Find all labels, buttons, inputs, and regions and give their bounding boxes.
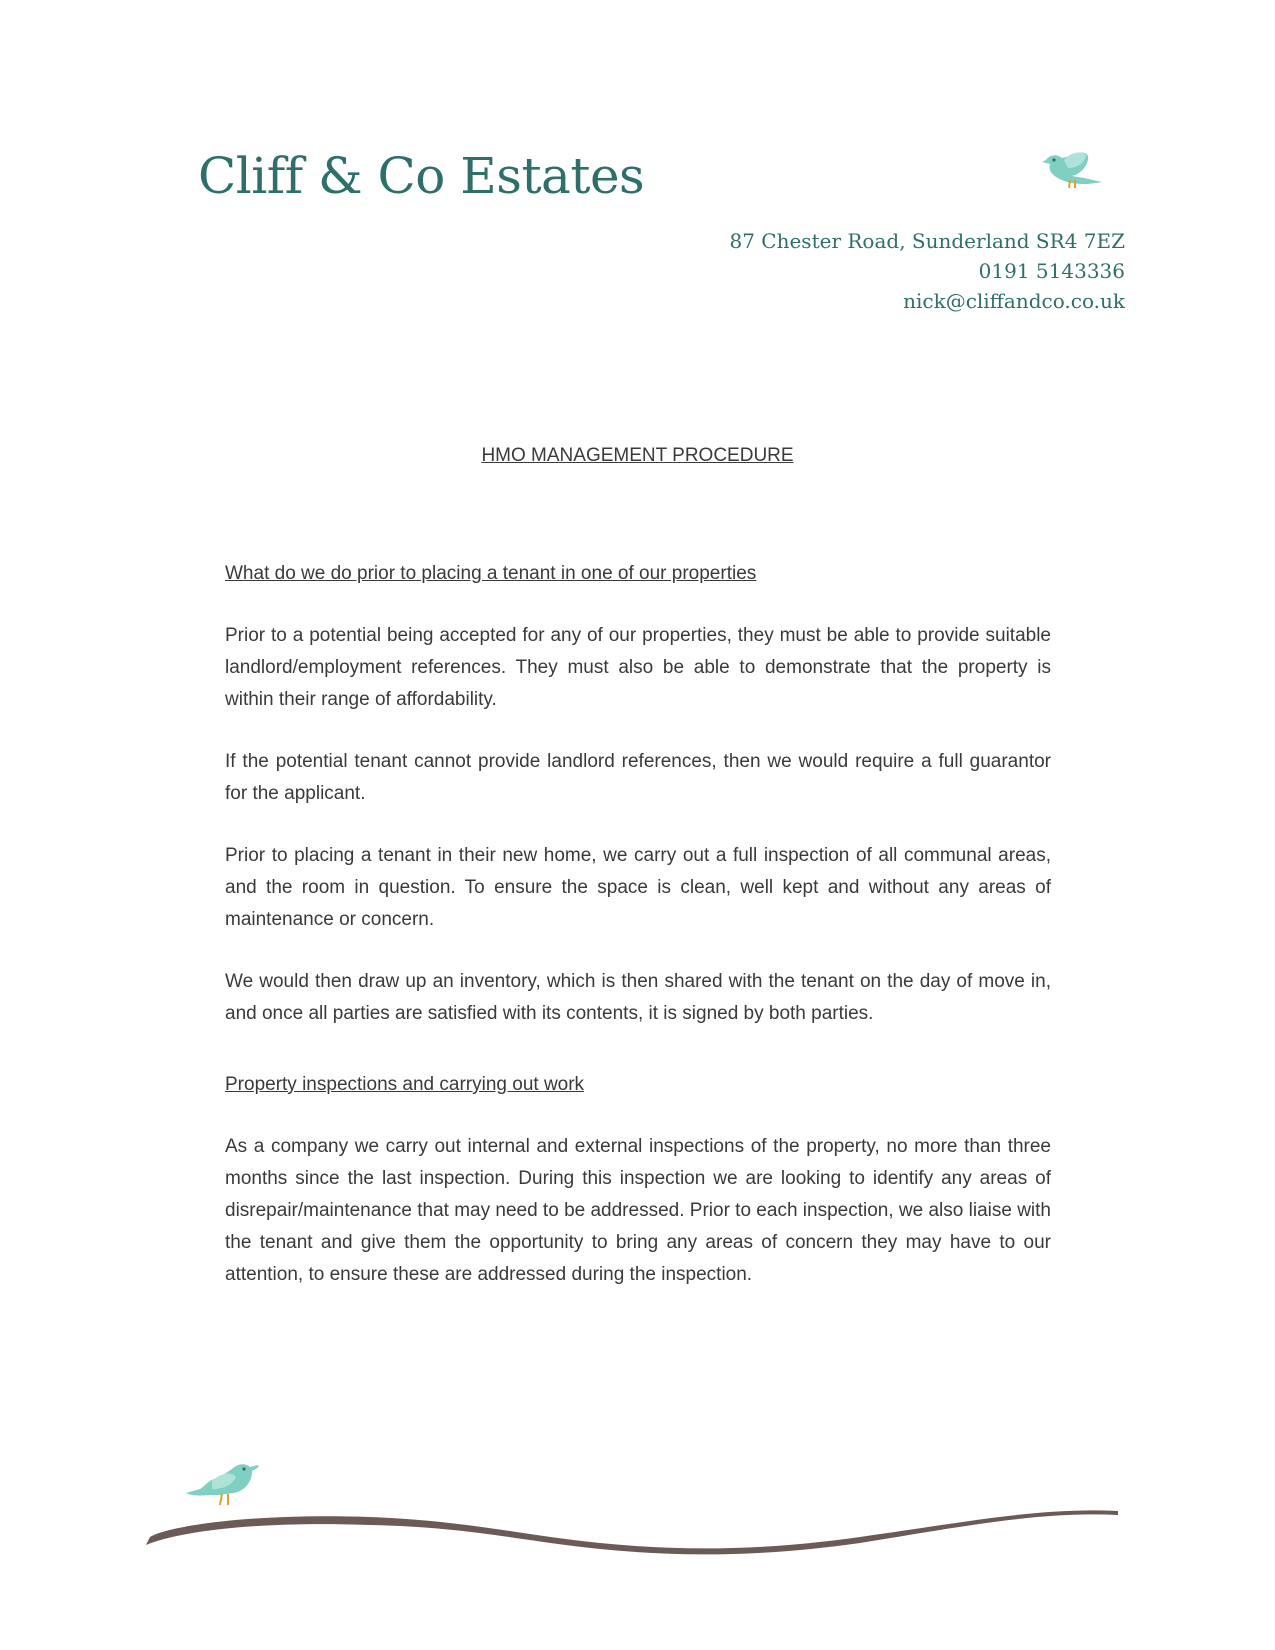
paragraph: As a company we carry out internal and external inspections of the property, no more than three months since the last inspection. During this inspection we are looking to identify any areas of disrepair/maintenance that may need to be addressed. Prior to each inspection, we also liaise with the tenant and give them the opportunity to bring any areas of concern they may have to our attention, to ensure these are addressed during the inspection. [225, 1136, 1051, 1285]
paragraph: Prior to a potential being accepted for any of our properties, they must be able to provide suitable landlord/employment references. They must also be able to demonstrate that the property is within their range of affordability. [225, 625, 1051, 710]
document-title: HMO MANAGEMENT PROCEDURE [481, 445, 794, 466]
paragraph: Prior to placing a tenant in their new home, we carry out a full inspection of all communal areas, and the room in question. To ensure the space is clean, well kept and without any areas of maintenance or concern. [225, 845, 1051, 930]
section-2 [225, 1069, 1051, 1291]
branch-icon [146, 1510, 1118, 1554]
phone-number: 0191 5143336 [978, 259, 1125, 283]
email-address[interactable]: nick@cliffandco.co.uk [903, 289, 1125, 313]
address-line: 87 Chester Road, Sunderland SR4 7EZ [729, 229, 1125, 253]
bird-icon [186, 1464, 259, 1505]
contact-block [729, 226, 1125, 316]
paragraph: We would then draw up an inventory, which is then shared with the tenant on the day of move in, and once all parties are satisfied with its contents, it is signed by both parties. [225, 971, 1051, 1024]
company-name: Cliff & Co Estates [198, 147, 645, 205]
section-heading: Property inspections and carrying out work [225, 1074, 585, 1095]
paragraph: If the potential tenant cannot provide landlord references, then we would require a full guarantor for the applicant. [225, 751, 1051, 804]
section-heading: What do we do prior to placing a tenant in one of our properties [225, 563, 757, 584]
section-1 [225, 558, 1051, 1030]
bird-logo-icon [1040, 146, 1108, 194]
footer-branch-decoration [140, 1455, 1140, 1565]
